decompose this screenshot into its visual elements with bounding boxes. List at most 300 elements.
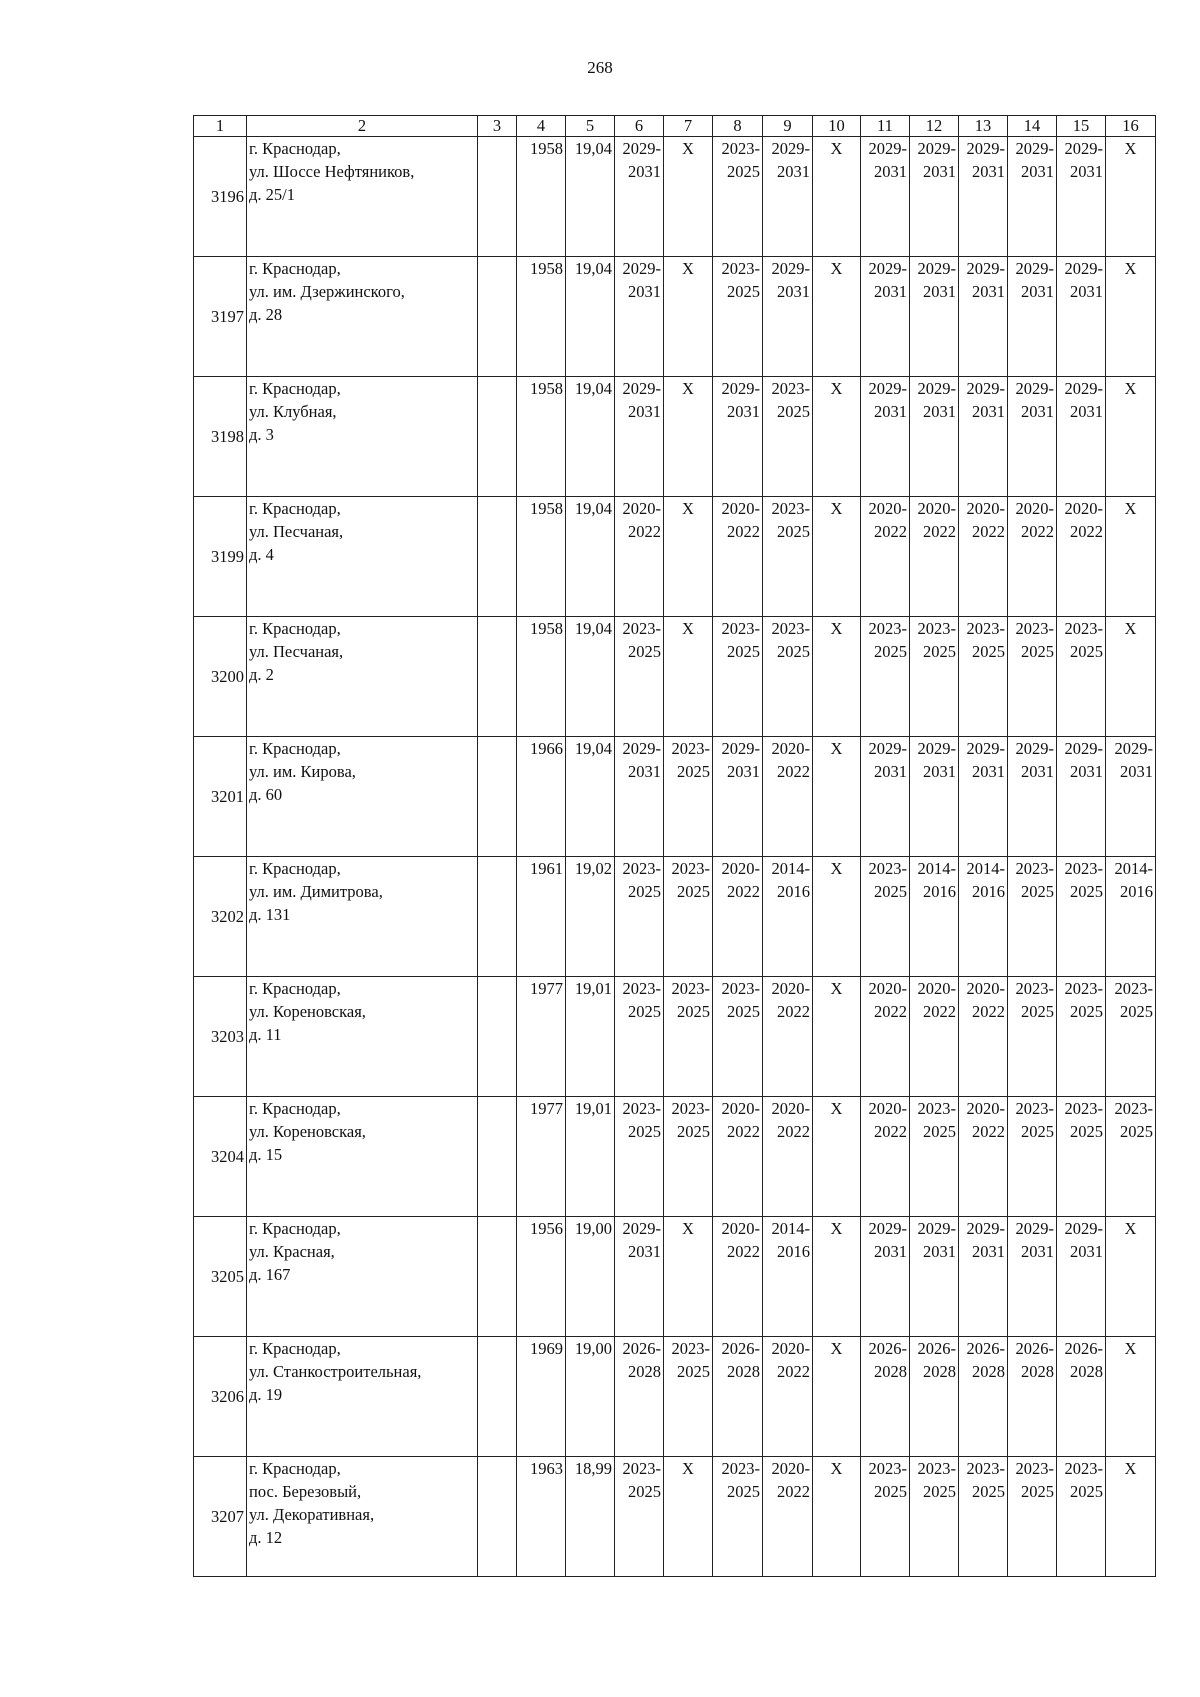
value-cell: 19,00: [566, 1217, 615, 1337]
cell-line: 2031: [874, 1242, 907, 1261]
period-cell-c6: [615, 377, 664, 497]
cell-line: 2029-: [1064, 739, 1103, 758]
cell-line: 2029-: [1015, 139, 1054, 158]
cell-line: 2031: [777, 162, 810, 181]
column-header: 14: [1008, 116, 1057, 137]
cell-line: 2023-: [622, 619, 661, 638]
address-cell: [247, 617, 478, 737]
cell-line: 2016: [1120, 882, 1153, 901]
address-cell: [247, 497, 478, 617]
cell-line: 2029-: [917, 259, 956, 278]
cell-line: X: [830, 259, 843, 278]
row-number-cell: 3199: [194, 497, 247, 617]
cell-line: г. Краснодар,: [249, 619, 341, 638]
cell-line: 2023-: [721, 619, 760, 638]
value-cell: 19,04: [566, 137, 615, 257]
period-cell-c7: [664, 977, 713, 1097]
period-cell-c11: [861, 497, 910, 617]
period-cell-c9: [763, 257, 813, 377]
cell-line: 2022: [874, 522, 907, 541]
period-cell-c16: [1106, 257, 1156, 377]
cell-line: 2031: [1070, 1242, 1103, 1261]
cell-line: 2025: [1021, 642, 1054, 661]
period-cell-c11: [861, 1457, 910, 1577]
cell-line: 2025: [727, 642, 760, 661]
period-cell-c10: [813, 1337, 861, 1457]
period-cell-c10: [813, 497, 861, 617]
cell-line: д. 60: [249, 785, 283, 804]
cell-line: 2025: [1070, 882, 1103, 901]
cell-line: ул. Красная,: [249, 1242, 335, 1261]
cell-line: 2026-: [1015, 1339, 1054, 1358]
table-row: [194, 377, 1156, 497]
cell-line: 2025: [677, 1002, 710, 1021]
cell-line: ул. Кореновская,: [249, 1002, 366, 1021]
cell-line: 2022: [727, 1122, 760, 1141]
period-cell-c10: [813, 257, 861, 377]
period-cell-c12: [910, 137, 959, 257]
cell-line: X: [830, 859, 843, 878]
address-cell: [247, 857, 478, 977]
cell-line: 2020-: [966, 979, 1005, 998]
cell-line: 2023-: [622, 1459, 661, 1478]
row-number-cell: 3206: [194, 1337, 247, 1457]
cell-line: 2014-: [966, 859, 1005, 878]
cell-line: 2031: [1070, 402, 1103, 421]
cell-line: 2031: [628, 1242, 661, 1261]
cell-line: 2028: [874, 1362, 907, 1381]
cell-line: 2029-: [966, 379, 1005, 398]
period-cell-c12: [910, 857, 959, 977]
period-cell-c12: [910, 377, 959, 497]
row-number-cell: 3207: [194, 1457, 247, 1577]
cell-line: X: [1124, 1459, 1137, 1478]
column-3-cell: [478, 1337, 517, 1457]
period-cell-c14: [1008, 617, 1057, 737]
value-cell: 19,04: [566, 497, 615, 617]
value-cell: 19,04: [566, 737, 615, 857]
address-cell: [247, 257, 478, 377]
table-row: [194, 1217, 1156, 1337]
period-cell-c8: [713, 1217, 763, 1337]
cell-line: 2023-: [1064, 619, 1103, 638]
period-cell-c14: [1008, 977, 1057, 1097]
address-cell: [247, 377, 478, 497]
cell-line: г. Краснодар,: [249, 859, 341, 878]
cell-line: 2026-: [966, 1339, 1005, 1358]
cell-line: 2025: [874, 642, 907, 661]
period-cell-c16: [1106, 497, 1156, 617]
cell-line: 2020-: [917, 979, 956, 998]
cell-line: 2029-: [868, 259, 907, 278]
value-cell: 19,04: [566, 377, 615, 497]
row-number-cell: 3197: [194, 257, 247, 377]
cell-line: ул. Клубная,: [249, 402, 337, 421]
period-cell-c15: [1057, 1217, 1106, 1337]
cell-line: 2025: [628, 642, 661, 661]
cell-line: г. Краснодар,: [249, 139, 341, 158]
cell-line: 2029-: [917, 1219, 956, 1238]
column-number-header: [194, 116, 1156, 137]
period-cell-c12: [910, 497, 959, 617]
row-number-cell: 3196: [194, 137, 247, 257]
cell-line: 2022: [777, 1362, 810, 1381]
cell-line: 2031: [972, 282, 1005, 301]
cell-line: 2020-: [868, 1099, 907, 1118]
cell-line: 2029-: [622, 379, 661, 398]
cell-line: 2025: [727, 162, 760, 181]
table-row: [194, 737, 1156, 857]
cell-line: 2014-: [771, 1219, 810, 1238]
value-cell: 19,00: [566, 1337, 615, 1457]
address-cell: [247, 1097, 478, 1217]
cell-line: 2031: [777, 282, 810, 301]
year-cell: 1958: [517, 257, 566, 377]
value-cell: 19,01: [566, 1097, 615, 1217]
cell-line: 2031: [874, 762, 907, 781]
cell-line: 2031: [1070, 762, 1103, 781]
cell-line: 2023-: [1064, 1099, 1103, 1118]
cell-line: 2025: [727, 1002, 760, 1021]
cell-line: 2029-: [1064, 259, 1103, 278]
cell-line: 2022: [874, 1002, 907, 1021]
period-cell-c7: [664, 1217, 713, 1337]
period-cell-c12: [910, 1097, 959, 1217]
column-3-cell: [478, 377, 517, 497]
period-cell-c6: [615, 497, 664, 617]
cell-line: 2023-: [868, 1459, 907, 1478]
cell-line: 2031: [874, 162, 907, 181]
period-cell-c13: [959, 617, 1008, 737]
cell-line: пос. Березовый,: [249, 1482, 362, 1501]
period-cell-c11: [861, 737, 910, 857]
cell-line: 2022: [972, 1122, 1005, 1141]
period-cell-c7: [664, 1097, 713, 1217]
column-header: 8: [713, 116, 763, 137]
cell-line: 2022: [777, 1002, 810, 1021]
period-cell-c9: [763, 617, 813, 737]
period-cell-c10: [813, 737, 861, 857]
cell-line: 2025: [777, 402, 810, 421]
cell-line: 2025: [677, 762, 710, 781]
cell-line: 2022: [874, 1122, 907, 1141]
cell-line: 2029-: [868, 1219, 907, 1238]
period-cell-c15: [1057, 1097, 1106, 1217]
period-cell-c9: [763, 1337, 813, 1457]
cell-line: 2031: [628, 762, 661, 781]
period-cell-c12: [910, 257, 959, 377]
cell-line: д. 28: [249, 305, 283, 324]
cell-line: 2020-: [721, 1099, 760, 1118]
cell-line: 2022: [923, 522, 956, 541]
cell-line: д. 12: [249, 1528, 283, 1547]
period-cell-c16: [1106, 737, 1156, 857]
cell-line: 2031: [628, 282, 661, 301]
cell-line: ул. им. Дзержинского,: [249, 282, 405, 301]
cell-line: 2025: [1070, 642, 1103, 661]
cell-line: 2029-: [1015, 739, 1054, 758]
column-header: 1: [194, 116, 247, 137]
cell-line: г. Краснодар,: [249, 379, 341, 398]
table-row: [194, 977, 1156, 1097]
period-cell-c12: [910, 977, 959, 1097]
cell-line: 2025: [628, 882, 661, 901]
cell-line: 2023-: [671, 1339, 710, 1358]
cell-line: 2023-: [671, 859, 710, 878]
period-cell-c14: [1008, 1337, 1057, 1457]
cell-line: 2026-: [868, 1339, 907, 1358]
period-cell-c9: [763, 137, 813, 257]
cell-line: 2022: [972, 1002, 1005, 1021]
cell-line: 2025: [1021, 1122, 1054, 1141]
cell-line: 2026-: [721, 1339, 760, 1358]
cell-line: 2016: [777, 882, 810, 901]
period-cell-c15: [1057, 1457, 1106, 1577]
period-cell-c9: [763, 737, 813, 857]
period-cell-c14: [1008, 497, 1057, 617]
cell-line: 2031: [923, 162, 956, 181]
period-cell-c12: [910, 1337, 959, 1457]
column-header: 13: [959, 116, 1008, 137]
housing-register-table: [193, 115, 1156, 1577]
period-cell-c16: [1106, 857, 1156, 977]
cell-line: ул. Станкостроительная,: [249, 1362, 422, 1381]
cell-line: 2031: [628, 402, 661, 421]
cell-line: 2025: [1120, 1002, 1153, 1021]
cell-line: 2014-: [771, 859, 810, 878]
cell-line: X: [830, 379, 843, 398]
cell-line: 2025: [1021, 1002, 1054, 1021]
cell-line: 2023-: [1064, 979, 1103, 998]
cell-line: 2025: [727, 282, 760, 301]
period-cell-c10: [813, 1217, 861, 1337]
year-cell: 1958: [517, 137, 566, 257]
cell-line: 2023-: [1015, 1459, 1054, 1478]
cell-line: 2031: [1021, 162, 1054, 181]
row-number-cell: 3202: [194, 857, 247, 977]
cell-line: 2025: [677, 1122, 710, 1141]
cell-line: X: [830, 979, 843, 998]
cell-line: 2020-: [1064, 499, 1103, 518]
period-cell-c13: [959, 497, 1008, 617]
value-cell: 19,04: [566, 257, 615, 377]
row-number-cell: 3203: [194, 977, 247, 1097]
period-cell-c6: [615, 137, 664, 257]
cell-line: д. 131: [249, 905, 291, 924]
period-cell-c13: [959, 857, 1008, 977]
period-cell-c8: [713, 1097, 763, 1217]
cell-line: 2020-: [771, 979, 810, 998]
period-cell-c9: [763, 977, 813, 1097]
cell-line: 2031: [1070, 162, 1103, 181]
column-3-cell: [478, 737, 517, 857]
cell-line: 2028: [923, 1362, 956, 1381]
cell-line: ул. им. Димитрова,: [249, 882, 383, 901]
value-cell: 19,01: [566, 977, 615, 1097]
cell-line: 2023-: [1015, 619, 1054, 638]
page-number: 268: [587, 58, 613, 77]
period-cell-c11: [861, 1337, 910, 1457]
cell-line: 2020-: [868, 979, 907, 998]
cell-line: X: [1124, 499, 1137, 518]
cell-line: 2031: [923, 282, 956, 301]
cell-line: 2026-: [622, 1339, 661, 1358]
period-cell-c8: [713, 617, 763, 737]
cell-line: X: [682, 1459, 694, 1478]
cell-line: д. 3: [249, 425, 274, 444]
cell-line: 2028: [1070, 1362, 1103, 1381]
cell-line: 2031: [727, 402, 760, 421]
period-cell-c15: [1057, 497, 1106, 617]
row-number-cell: 3201: [194, 737, 247, 857]
cell-line: 2031: [727, 762, 760, 781]
period-cell-c7: [664, 257, 713, 377]
period-cell-c11: [861, 137, 910, 257]
period-cell-c6: [615, 1337, 664, 1457]
column-3-cell: [478, 1457, 517, 1577]
period-cell-c11: [861, 377, 910, 497]
column-header: 12: [910, 116, 959, 137]
period-cell-c12: [910, 737, 959, 857]
cell-line: X: [830, 139, 843, 158]
cell-line: 2020-: [917, 499, 956, 518]
table-row: [194, 497, 1156, 617]
cell-line: 2025: [972, 1482, 1005, 1501]
period-cell-c14: [1008, 1097, 1057, 1217]
period-cell-c7: [664, 377, 713, 497]
cell-line: д. 167: [249, 1265, 291, 1284]
cell-line: X: [682, 139, 694, 158]
cell-line: 2025: [628, 1002, 661, 1021]
period-cell-c16: [1106, 977, 1156, 1097]
cell-line: ул. Песчаная,: [249, 642, 344, 661]
period-cell-c9: [763, 857, 813, 977]
cell-line: 2022: [1070, 522, 1103, 541]
period-cell-c6: [615, 857, 664, 977]
period-cell-c6: [615, 1097, 664, 1217]
period-cell-c14: [1008, 257, 1057, 377]
cell-line: 2031: [874, 402, 907, 421]
period-cell-c7: [664, 617, 713, 737]
cell-line: 2028: [727, 1362, 760, 1381]
year-cell: 1956: [517, 1217, 566, 1337]
period-cell-c14: [1008, 737, 1057, 857]
cell-line: 2025: [1021, 1482, 1054, 1501]
cell-line: г. Краснодар,: [249, 979, 341, 998]
column-header: 9: [763, 116, 813, 137]
cell-line: 2022: [777, 1482, 810, 1501]
cell-line: 2029-: [622, 139, 661, 158]
cell-line: ул. Кореновская,: [249, 1122, 366, 1141]
cell-line: 2029-: [771, 139, 810, 158]
period-cell-c10: [813, 137, 861, 257]
cell-line: 2031: [1070, 282, 1103, 301]
cell-line: 2022: [923, 1002, 956, 1021]
cell-line: 2023-: [721, 1459, 760, 1478]
cell-line: 2029-: [721, 739, 760, 758]
cell-line: 2025: [777, 522, 810, 541]
cell-line: 2023-: [671, 739, 710, 758]
period-cell-c14: [1008, 1457, 1057, 1577]
period-cell-c10: [813, 1457, 861, 1577]
cell-line: X: [1124, 619, 1137, 638]
cell-line: X: [682, 379, 694, 398]
period-cell-c11: [861, 257, 910, 377]
period-cell-c7: [664, 737, 713, 857]
period-cell-c8: [713, 1457, 763, 1577]
cell-line: 2022: [777, 1122, 810, 1141]
period-cell-c11: [861, 977, 910, 1097]
cell-line: 2020-: [771, 1459, 810, 1478]
period-cell-c7: [664, 497, 713, 617]
cell-line: 2026-: [1064, 1339, 1103, 1358]
cell-line: 2029-: [966, 1219, 1005, 1238]
column-header: 7: [664, 116, 713, 137]
period-cell-c16: [1106, 137, 1156, 257]
period-cell-c15: [1057, 617, 1106, 737]
period-cell-c15: [1057, 257, 1106, 377]
cell-line: 2031: [923, 402, 956, 421]
cell-line: 2029-: [917, 379, 956, 398]
value-cell: 18,99: [566, 1457, 615, 1577]
period-cell-c8: [713, 977, 763, 1097]
address-cell: [247, 1217, 478, 1337]
column-header: 5: [566, 116, 615, 137]
period-cell-c14: [1008, 137, 1057, 257]
period-cell-c15: [1057, 137, 1106, 257]
column-header: 10: [813, 116, 861, 137]
cell-line: 2023-: [721, 139, 760, 158]
cell-line: 2029-: [1015, 1219, 1054, 1238]
cell-line: X: [1124, 379, 1137, 398]
period-cell-c9: [763, 1097, 813, 1217]
cell-line: X: [682, 499, 694, 518]
cell-line: 2023-: [1015, 859, 1054, 878]
cell-line: X: [682, 619, 694, 638]
table-row: [194, 137, 1156, 257]
period-cell-c7: [664, 1457, 713, 1577]
period-cell-c14: [1008, 1217, 1057, 1337]
cell-line: 2023-: [1064, 1459, 1103, 1478]
value-cell: 19,02: [566, 857, 615, 977]
cell-line: 2028: [972, 1362, 1005, 1381]
cell-line: 2020-: [771, 1099, 810, 1118]
cell-line: X: [830, 739, 843, 758]
cell-line: 2022: [972, 522, 1005, 541]
column-3-cell: [478, 257, 517, 377]
period-cell-c6: [615, 257, 664, 377]
cell-line: 2029-: [966, 139, 1005, 158]
cell-line: 2025: [1070, 1122, 1103, 1141]
cell-line: 2023-: [671, 1099, 710, 1118]
cell-line: 2029-: [868, 739, 907, 758]
cell-line: 2025: [874, 882, 907, 901]
table-row: [194, 617, 1156, 737]
cell-line: 2031: [972, 162, 1005, 181]
cell-line: 2014-: [1114, 859, 1153, 878]
period-cell-c16: [1106, 1457, 1156, 1577]
period-cell-c13: [959, 137, 1008, 257]
cell-line: 2022: [777, 762, 810, 781]
period-cell-c14: [1008, 377, 1057, 497]
cell-line: 2025: [1120, 1122, 1153, 1141]
cell-line: 2022: [727, 882, 760, 901]
period-cell-c14: [1008, 857, 1057, 977]
cell-line: 2016: [777, 1242, 810, 1261]
cell-line: 2029-: [966, 259, 1005, 278]
cell-line: г. Краснодар,: [249, 1099, 341, 1118]
period-cell-c7: [664, 1337, 713, 1457]
